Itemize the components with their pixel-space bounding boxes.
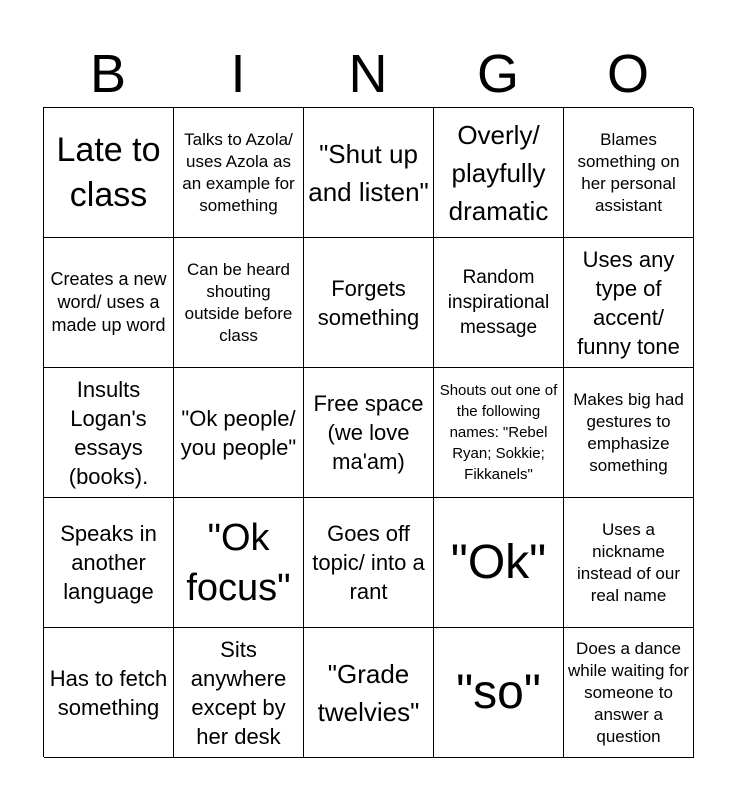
bingo-cell xyxy=(564,628,694,758)
bingo-cell xyxy=(44,628,174,758)
bingo-cell xyxy=(44,108,174,238)
bingo-cell xyxy=(174,368,304,498)
header-letter-i: I xyxy=(230,44,246,104)
cell-text: Overly/ playfully dramatic xyxy=(448,119,549,226)
cell-text: Creates a new word/ uses a made up word xyxy=(50,269,167,335)
cell-text: Random inspirational message xyxy=(447,267,550,338)
cell-text: Late to class xyxy=(56,130,161,214)
bingo-header xyxy=(43,42,693,106)
header-letter-n: N xyxy=(348,44,388,104)
bingo-cell xyxy=(434,498,564,628)
cell-text: "Shut up and listen" xyxy=(308,138,429,207)
bingo-cell xyxy=(174,238,304,368)
bingo-cell xyxy=(434,108,564,238)
cell-text: Insults Logan's essays (books). xyxy=(68,376,149,489)
bingo-cell xyxy=(304,238,434,368)
bingo-cell xyxy=(44,498,174,628)
cell-text: Free space (we love ma'am) xyxy=(313,391,424,474)
cell-text: "so" xyxy=(456,665,541,719)
bingo-cell xyxy=(174,108,304,238)
cell-text: Uses any type of accent/ funny tone xyxy=(577,246,680,359)
bingo-cell xyxy=(174,628,304,758)
cell-text: Blames something on her personal assistant xyxy=(577,129,680,215)
cell-text: Can be heard shouting outside before class xyxy=(184,259,293,345)
cell-text: Talks to Azola/ uses Azola as an example for something xyxy=(182,129,295,215)
bingo-cell xyxy=(304,498,434,628)
cell-text: Sits anywhere except by her desk xyxy=(190,636,287,749)
bingo-cell xyxy=(44,238,174,368)
bingo-cell xyxy=(564,368,694,498)
header-letter-b: B xyxy=(89,44,127,104)
bingo-cell xyxy=(564,108,694,238)
cell-text: Uses a nickname instead of our real name xyxy=(576,519,680,605)
bingo-board xyxy=(43,107,693,757)
cell-text: Has to fetch something xyxy=(49,665,168,720)
cell-text: Does a dance while waiting for someone to answer a question xyxy=(568,638,689,746)
bingo-cell xyxy=(564,238,694,368)
bingo-cell xyxy=(434,628,564,758)
bingo-cell xyxy=(304,368,434,498)
bingo-cell xyxy=(174,498,304,628)
header-letter-g: G xyxy=(476,44,519,104)
bingo-cell xyxy=(304,628,434,758)
cell-text: "Ok" xyxy=(450,535,547,589)
cell-text: Forgets something xyxy=(317,275,420,330)
cell-text: "Ok people/ you people" xyxy=(180,405,297,460)
bingo-cell xyxy=(304,108,434,238)
bingo-cell xyxy=(434,368,564,498)
bingo-cell xyxy=(564,498,694,628)
bingo-cell xyxy=(44,368,174,498)
cell-text: Goes off topic/ into a rant xyxy=(312,521,425,604)
header-letter-o: O xyxy=(606,44,649,104)
cell-text: Makes big had gestures to emphasize something xyxy=(573,389,684,475)
bingo-cell xyxy=(434,238,564,368)
cell-text: Speaks in another language xyxy=(60,521,157,604)
cell-text: "Grade twelvies" xyxy=(317,658,420,727)
cell-text: "Ok focus" xyxy=(186,516,291,609)
cell-text: Shouts out one of the following names: "Rebel Ryan; Sokkie; Fikkanels" xyxy=(439,382,558,483)
